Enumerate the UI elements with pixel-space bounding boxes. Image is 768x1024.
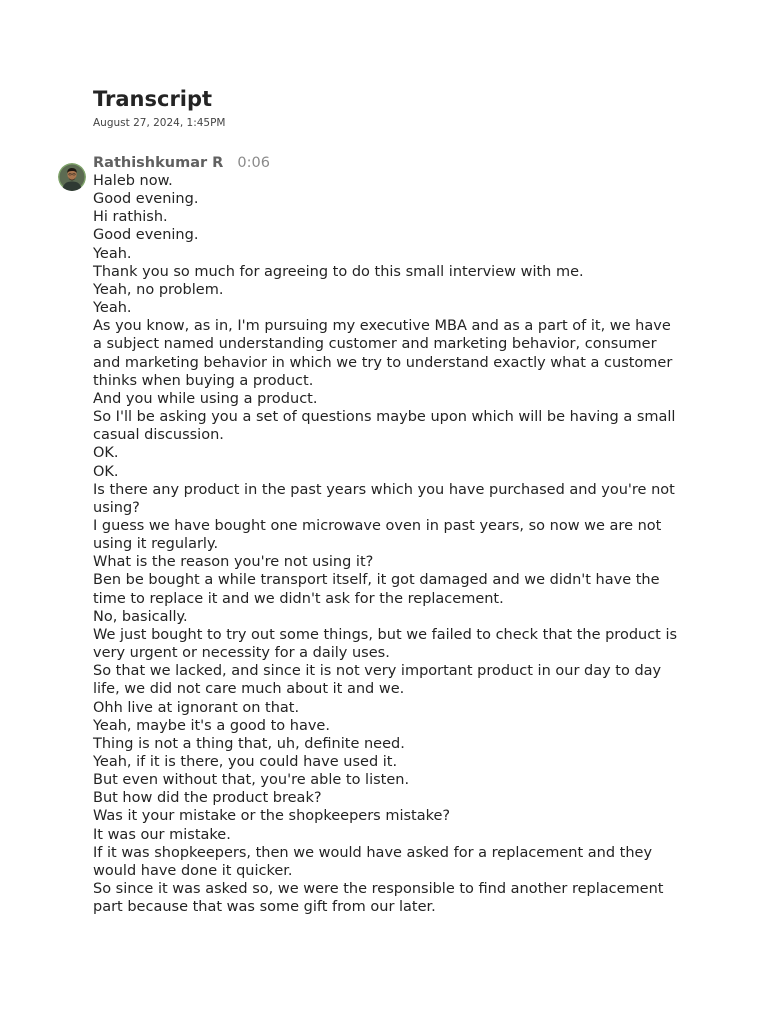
transcript-line: I guess we have bought one microwave oven in past years, so now we are not using it regularly. bbox=[93, 517, 662, 553]
transcript-body bbox=[93, 172, 678, 916]
transcript-line: OK. bbox=[93, 463, 119, 480]
transcript-line: Is there any product in the past years which you have purchased and you're not using? bbox=[93, 481, 675, 516]
transcript-date: August 27, 2024, 1:45PM bbox=[93, 117, 226, 129]
transcript-line: Good evening. bbox=[93, 191, 199, 208]
transcript-line: But even without that, you're able to listen. bbox=[93, 772, 410, 789]
transcript-line: If it was shopkeepers, then we would have asked for a replacement and they would have done it quicker. bbox=[93, 844, 653, 879]
transcript-line: Thing is not a thing that, uh, definite need. bbox=[93, 735, 405, 752]
transcript-line: Yeah. bbox=[93, 300, 132, 317]
transcript-line: Was it your mistake or the shopkeepers mistake? bbox=[93, 808, 451, 825]
page-title: Transcript bbox=[93, 87, 213, 111]
transcript-line: So that we lacked, and since it is not very important product in our day to day life, we did not care much about it and we. bbox=[93, 663, 662, 698]
transcript-line: And you while using a product. bbox=[93, 390, 318, 407]
transcript-line: It was our mistake. bbox=[93, 826, 231, 843]
transcript-line: So I'll be asking you a set of questions maybe upon which will be having a small casual discussion. bbox=[93, 409, 676, 444]
user-avatar-icon bbox=[58, 163, 86, 191]
transcript-line: As you know, as in, I'm pursuing my executive MBA and as a part of it, we have a subject named understanding customer and marketing behavior, consumer and marketing behavior in which we try to understand exactly what a customer thinks when buying a product. bbox=[93, 318, 673, 389]
transcript-line: Hi rathish. bbox=[93, 209, 168, 226]
transcript-line: Haleb now. bbox=[93, 173, 173, 189]
speaker-name: Rathishkumar R bbox=[93, 155, 224, 171]
transcript-line: OK. bbox=[93, 445, 119, 462]
transcript-line: We just bought to try out some things, but we failed to check that the product is very urgent or necessity for a daily uses. bbox=[93, 626, 678, 662]
transcript-line: Yeah, if it is there, you could have used it. bbox=[93, 754, 398, 770]
transcript-line: Yeah, maybe it's a good to have. bbox=[93, 717, 330, 734]
transcript-line: What is the reason you're not using it? bbox=[93, 554, 374, 571]
transcript-line: Ohh live at ignorant on that. bbox=[93, 699, 300, 716]
transcript-line: But how did the product break? bbox=[93, 790, 322, 807]
speaker-header bbox=[93, 153, 270, 173]
transcript-line: No, basically. bbox=[93, 608, 188, 625]
transcript-line: Good evening. bbox=[93, 227, 199, 244]
transcript-line: So since it was asked so, we were the responsible to find another replacement part because that was some gift from our later. bbox=[93, 881, 664, 916]
transcript-line: Thank you so much for agreeing to do this small interview with me. bbox=[93, 263, 584, 280]
speaker-timestamp: 0:06 bbox=[237, 155, 270, 171]
transcript-line: Yeah. bbox=[93, 245, 132, 262]
avatar-photo-icon bbox=[58, 163, 86, 191]
transcript-line: Yeah, no problem. bbox=[93, 281, 224, 298]
transcript-line: Ben be bought a while transport itself, it got damaged and we didn't have the time to replace it and we didn't ask for the replacement. bbox=[93, 572, 660, 607]
